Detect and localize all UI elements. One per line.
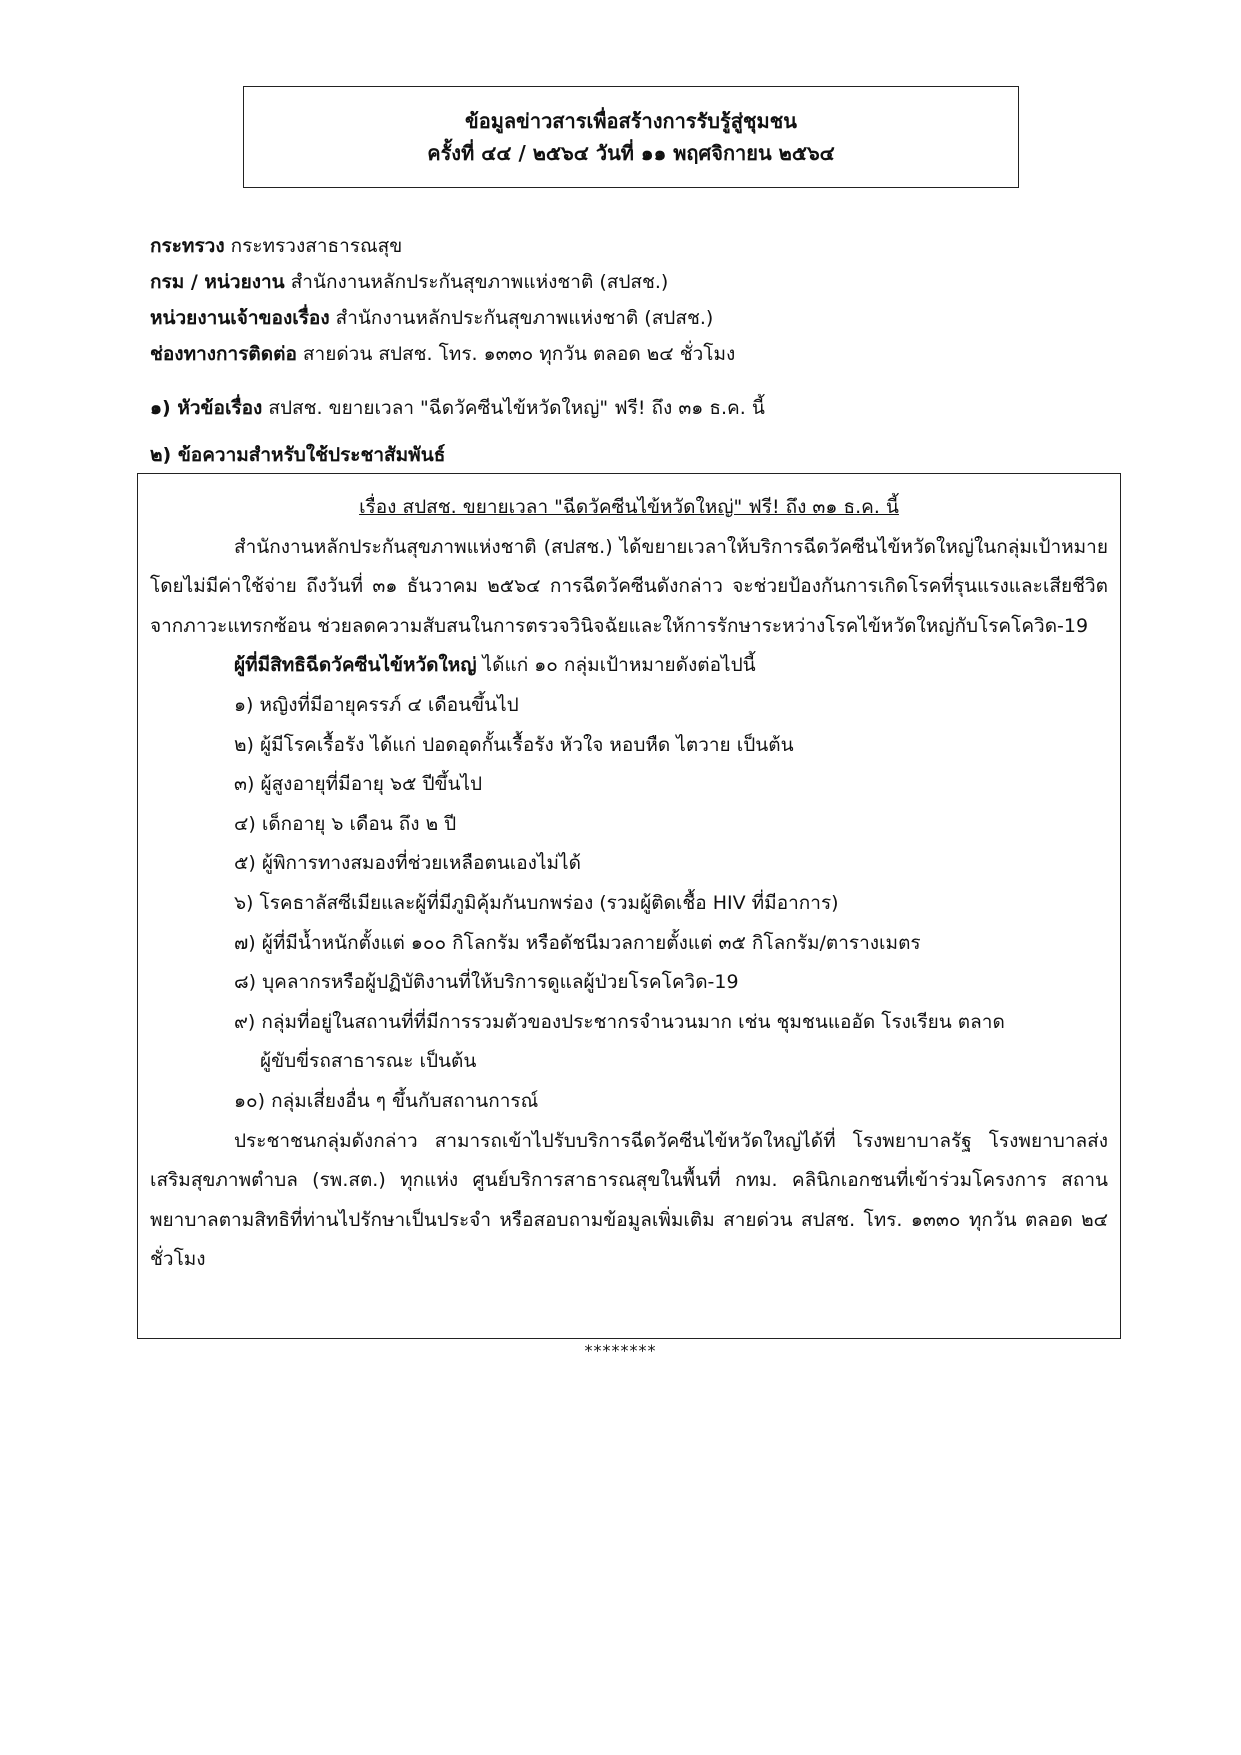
list-item: ๑๐) กลุ่มเสี่ยงอื่น ๆ ขึ้นกับสถานการณ์ (234, 1089, 539, 1112)
meta-department-label: กรม / หน่วยงาน (150, 271, 285, 293)
meta-info (150, 228, 1110, 372)
eligibility-heading-rest: ได้แก่ ๑๐ กลุ่มเป้าหมายดังต่อไปนี้ (476, 654, 756, 677)
meta-department-value: สำนักงานหลักประกันสุขภาพแห่งชาติ (สปสช.) (290, 271, 669, 293)
eligibility-heading (150, 646, 1108, 686)
meta-owner-label: หน่วยงานเจ้าของเรื่อง (150, 307, 330, 329)
section-1-topic (150, 392, 765, 424)
pr-message-title: เรื่อง สปสช. ขยายเวลา "ฉีดวัคซีนไข้หวัดใหญ่" ฟรี! ถึง ๓๑ ธ.ค. นี้ (359, 496, 899, 518)
list-item: ๗) ผู้ที่มีน้ำหนักตั้งแต่ ๑๐๐ กิโลกรัม หรือดัชนีมวลกายตั้งแต่ ๓๕ กิโลกรัม/ตารางเมตร (234, 931, 921, 954)
section-2-heading: ๒) ข้อความสำหรับใช้ประชาสัมพันธ์ (150, 444, 446, 466)
meta-contact-value: สายด่วน สปสช. โทร. ๑๓๓๐ ทุกวัน ตลอด ๒๔ ชั่วโมง (302, 343, 736, 365)
list-item: ๖) โรคธาลัสซีเมียและผู้ที่มีภูมิคุ้มกันบกพร่อง (รวมผู้ติดเชื้อ HIV ที่มีอาการ) (234, 891, 839, 914)
section-1-label: ๑) หัวข้อเรื่อง (150, 397, 263, 419)
list-item-9-continuation: ผู้ขับขี่รถสาธารณะ เป็นต้น (260, 1050, 477, 1073)
pr-paragraph-1: สำนักงานหลักประกันสุขภาพแห่งชาติ (สปสช.) ได้ขยายเวลาให้บริการฉีดวัคซีนไข้หวัดใหญ่ในกลุ่มเป้าหมาย โดยไม่มีค่าใช้จ่าย ถึงวันที่ ๓๑ ธันวาคม ๒๕๖๔ การฉีดวัคซีนดังกล่าว จะช่วยป้องกันการเกิดโรคที่รุนแรงและเสียชีวิตจากภาวะแทรกซ้อน ช่วยลดความสับสนในการตรวจวินิจฉัยและให้การรักษาระหว่างโรคไข้หวัดใหญ่กับโรคโควิด-19 (150, 535, 1108, 637)
list-item: ๑) หญิงที่มีอายุครรภ์ ๔ เดือนขึ้นไป (234, 693, 519, 716)
list-item: ๘) บุคลากรหรือผู้ปฏิบัติงานที่ให้บริการดูแลผู้ป่วยโรคโควิด-19 (234, 971, 739, 994)
list-item-9-text: ๙) กลุ่มที่อยู่ในสถานที่ที่มีการรวมตัวของประชากรจำนวนมาก เช่น ชุมชนแออัด โรงเรียน ตลาด (234, 1010, 1005, 1033)
list-item: ๕) ผู้พิการทางสมองที่ช่วยเหลือตนเองไม่ได้ (234, 852, 581, 875)
pr-message-box (137, 473, 1121, 1339)
meta-ministry-label: กระทรวง (150, 235, 225, 257)
meta-owner-value: สำนักงานหลักประกันสุขภาพแห่งชาติ (สปสช.) (335, 307, 714, 329)
list-item: ๓) ผู้สูงอายุที่มีอายุ ๖๕ ปีขึ้นไป (234, 773, 483, 796)
end-marker: ******** (584, 1341, 657, 1360)
list-item: ๔) เด็กอายุ ๖ เดือน ถึง ๒ ปี (234, 812, 457, 835)
meta-owner (150, 300, 1110, 336)
header-issue-date: ครั้งที่ ๔๔ / ๒๕๖๔ วันที่ ๑๑ พฤศจิกายน ๒๕๖๔ (427, 141, 835, 165)
list-item-9 (234, 1003, 1108, 1082)
meta-department (150, 264, 1110, 300)
meta-contact-label: ช่องทางการติดต่อ (150, 343, 297, 365)
header-title: ข้อมูลข่าวสารเพื่อสร้างการรับรู้สู่ชุมชน (465, 109, 797, 133)
meta-contact (150, 336, 1110, 372)
list-item: ๒) ผู้มีโรคเรื้อรัง ได้แก่ ปอดอุดกั้นเรื้อรัง หัวใจ หอบหืด ไตวาย เป็นต้น (234, 733, 794, 756)
pr-paragraph-2: ประชาชนกลุ่มดังกล่าว สามารถเข้าไปรับบริการฉีดวัคซีนไข้หวัดใหญ่ได้ที่ โรงพยาบาลรัฐ โรงพยาบาลส่งเสริมสุขภาพตำบล (รพ.สต.) ทุกแห่ง ศูนย์บริการสาธารณสุขในพื้นที่ กทม. คลินิกเอกชนที่เข้าร่วมโครงการ สถานพยาบาลตามสิทธิที่ท่านไปรักษาเป็นประจำ หรือสอบถามข้อมูลเพิ่มเติม สายด่วน สปสช. โทร. ๑๓๓๐ ทุกวัน ตลอด ๒๔ ชั่วโมง (150, 1129, 1108, 1271)
section-1-value: สปสช. ขยายเวลา "ฉีดวัคซีนไข้หวัดใหญ่" ฟรี! ถึง ๓๑ ธ.ค. นี้ (268, 397, 765, 419)
header-box (243, 86, 1019, 188)
meta-ministry-value: กระทรวงสาธารณสุข (230, 235, 403, 257)
eligibility-list (150, 686, 1108, 1122)
meta-ministry (150, 228, 1110, 264)
eligibility-heading-bold: ผู้ที่มีสิทธิฉีดวัคซีนไข้หวัดใหญ่ (234, 654, 477, 677)
